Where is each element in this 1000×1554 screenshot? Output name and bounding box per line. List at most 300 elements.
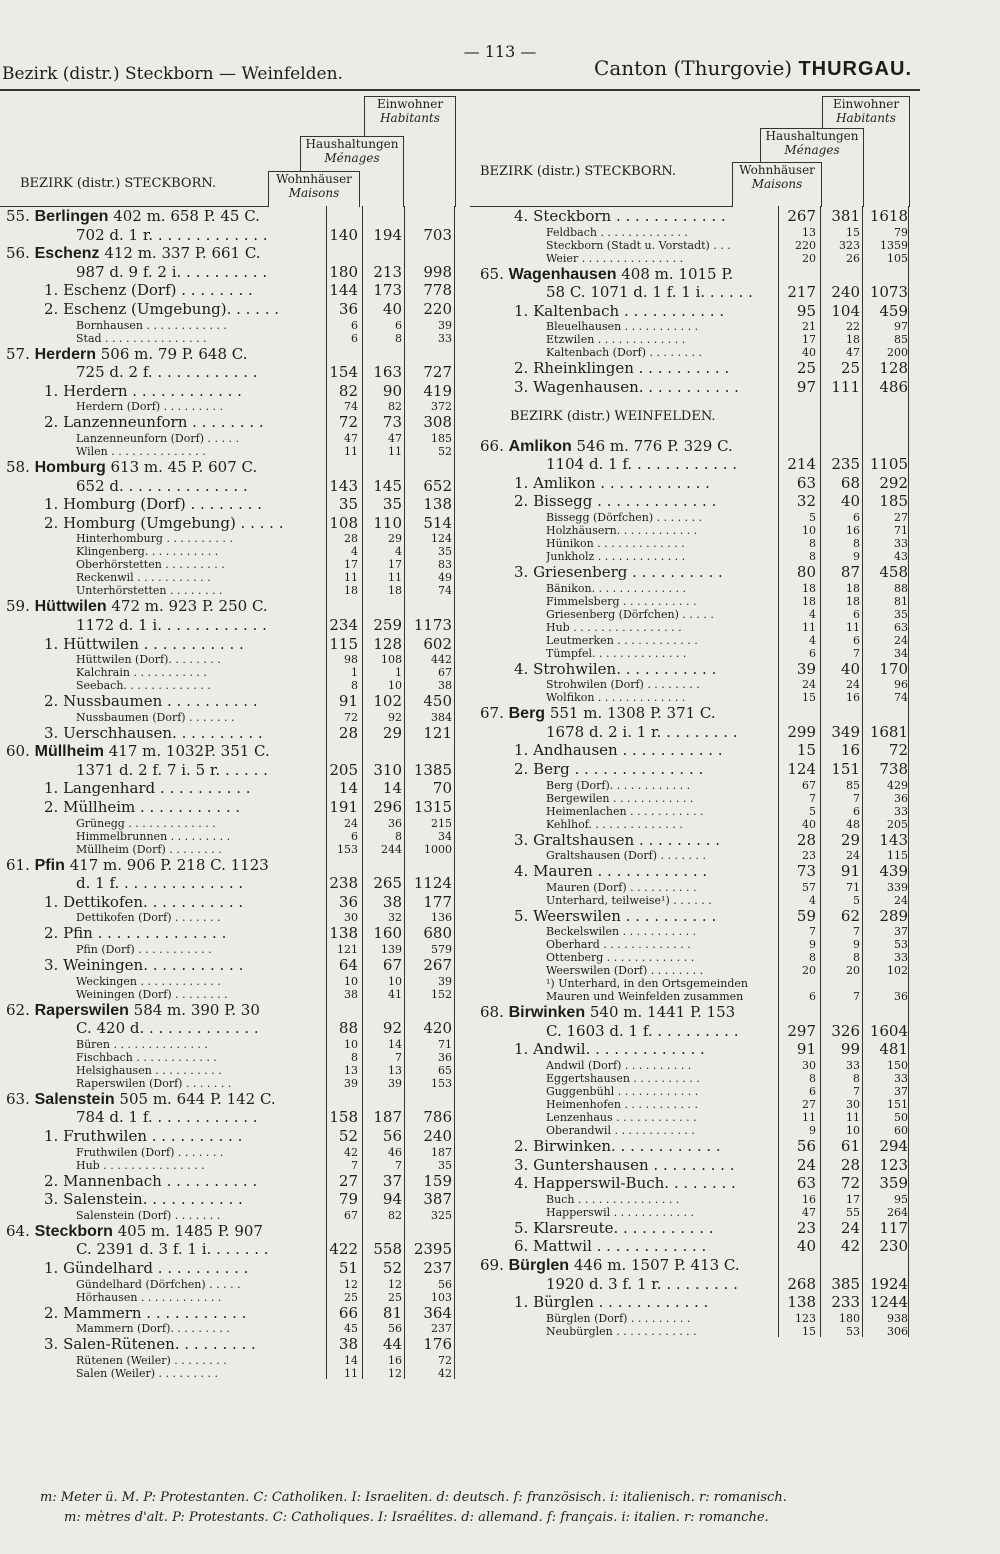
- habitants-value: 24: [894, 633, 908, 647]
- table-row: [470, 333, 910, 346]
- menages-value: 73: [382, 413, 402, 432]
- table-row: [470, 283, 910, 302]
- menages-value: 24: [846, 849, 860, 863]
- row-label: Mauren (Dorf) . . . . . . . . . .: [546, 880, 697, 894]
- table-row: [0, 679, 455, 692]
- right-column: [470, 96, 910, 1338]
- maisons-value: 72: [344, 710, 358, 724]
- row-label: ¹) Unterhard, in den Ortsgemeinden: [546, 977, 748, 991]
- habitants-value: 95: [894, 1192, 908, 1206]
- row-label: 2. Eschenz (Umgebung). . . . . .: [44, 299, 280, 318]
- row-label: 1. Bürglen . . . . . . . . . . . .: [514, 1293, 709, 1312]
- menages-value: 160: [373, 924, 402, 943]
- maisons-value: 5: [809, 804, 816, 818]
- einwohner-head: Einwohner Habitants: [822, 96, 910, 207]
- table-row: [0, 514, 455, 533]
- maisons-value: 121: [337, 943, 358, 957]
- menages-value: 47: [846, 346, 860, 360]
- menages-value: 8: [853, 536, 860, 550]
- menages-value: 296: [373, 798, 402, 817]
- table-row: [0, 400, 455, 413]
- habitants-value: 153: [431, 1076, 452, 1090]
- maisons-value: 17: [344, 558, 358, 572]
- row-label: Büren . . . . . . . . . . . . . .: [76, 1037, 208, 1051]
- table-row: [470, 907, 910, 926]
- table-row: [470, 1072, 910, 1085]
- municipality-stats: 506 m. 79 P. 648 C.: [95, 344, 248, 363]
- menages-value: 87: [840, 562, 860, 581]
- row-label: 1. Herdern . . . . . . . . . . . .: [44, 381, 242, 400]
- maisons-value: 63: [796, 1174, 816, 1193]
- habitants-value: 67: [438, 666, 452, 680]
- habitants-value: 1385: [413, 760, 452, 779]
- habitants-value: 1618: [869, 207, 908, 225]
- municipality-name: Hüttwilen: [34, 598, 107, 616]
- maisons-value: 24: [802, 678, 816, 692]
- row-label: 4. Mauren . . . . . . . . . . . .: [514, 862, 708, 881]
- maisons-value: 140: [329, 225, 358, 244]
- menages-value: 173: [373, 281, 402, 300]
- menages-value: 16: [846, 691, 860, 705]
- maisons-value: 422: [329, 1240, 358, 1259]
- menages-value: 92: [388, 710, 402, 724]
- habitants-value: 419: [423, 381, 452, 400]
- menages-value: 7: [853, 1085, 860, 1099]
- menages-value: 6: [853, 510, 860, 524]
- habitants-value: 778: [423, 281, 452, 300]
- maisons-value: 138: [329, 924, 358, 943]
- municipality-name: Homburg: [34, 458, 106, 476]
- table-row: [470, 1111, 910, 1124]
- habitants-value: 102: [887, 964, 908, 978]
- table-row: [470, 226, 910, 239]
- row-label: Gündelhard (Dörfchen) . . . . .: [76, 1277, 241, 1291]
- table-row: [470, 239, 910, 252]
- table-row: [0, 413, 455, 432]
- row-label: [480, 704, 790, 724]
- maisons-value: 59: [796, 906, 816, 925]
- row-label: Klingenberg. . . . . . . . . . .: [76, 545, 219, 559]
- habitants-value: 128: [879, 359, 908, 378]
- menages-value: 48: [846, 817, 860, 831]
- column-rule: [778, 206, 779, 1337]
- menages-value: 40: [840, 659, 860, 678]
- row-label: [6, 458, 326, 478]
- row-label: Hinterhomburg . . . . . . . . . .: [76, 532, 233, 546]
- canton-label: Canton (Thurgovie): [594, 56, 799, 80]
- row-label: 1. Fruthwilen . . . . . . . . . .: [44, 1127, 243, 1145]
- table-row: [470, 621, 910, 634]
- top-rule: [0, 89, 920, 91]
- table-row: [0, 281, 455, 300]
- habitants-value: 294: [879, 1137, 908, 1156]
- habitants-value: 420: [423, 1019, 452, 1038]
- row-label: Feldbach . . . . . . . . . . . . .: [546, 225, 688, 239]
- row-label: Strohwilen (Dorf) . . . . . . . .: [546, 678, 700, 692]
- menages-value: 72: [840, 1174, 860, 1193]
- row-label: 4. Strohwilen. . . . . . . . . . .: [514, 659, 717, 678]
- table-row: [0, 477, 455, 496]
- maisons-value: 124: [787, 759, 816, 778]
- right-rows: [470, 207, 910, 1338]
- habitants-value: 33: [894, 804, 908, 818]
- menages-value: 151: [831, 759, 860, 778]
- table-row: [470, 1193, 910, 1206]
- maisons-value: 18: [344, 584, 358, 598]
- municipality-stats: 412 m. 337 P. 661 C.: [99, 244, 261, 263]
- row-label: Bissegg (Dörfchen) . . . . . . .: [546, 510, 703, 524]
- table-row: [470, 302, 910, 321]
- menages-value: 10: [388, 679, 402, 693]
- menages-value: 91: [840, 862, 860, 881]
- maisons-value: 98: [344, 653, 358, 667]
- habitants-value: 27: [894, 510, 908, 524]
- row-label: Buch . . . . . . . . . . . . . . .: [546, 1192, 680, 1206]
- table-row: [0, 893, 455, 912]
- menages-value: 6: [853, 633, 860, 647]
- municipality-row: [0, 1001, 455, 1020]
- maisons-value: 28: [796, 830, 816, 849]
- municipality-stats: 446 m. 1507 P. 413 C.: [569, 1256, 740, 1275]
- row-label: [6, 207, 326, 227]
- table-row: [470, 1137, 910, 1156]
- table-row: [470, 792, 910, 805]
- menages-value: 14: [382, 779, 402, 798]
- row-label: Leutmerken . . . . . . . . . . . .: [546, 633, 698, 647]
- municipality-name: Müllheim: [34, 743, 104, 761]
- table-row: [0, 711, 455, 724]
- maisons-value: 39: [796, 659, 816, 678]
- habitants-value: 63: [894, 620, 908, 634]
- menages-value: 8: [853, 951, 860, 965]
- table-row: [470, 881, 910, 894]
- table-row: [0, 988, 455, 1001]
- row-label: Kehlhof. . . . . . . . . . . . . .: [546, 817, 683, 831]
- municipality-name: Berlingen: [34, 208, 109, 225]
- table-row: [470, 1312, 910, 1325]
- municipality-name: Salenstein: [34, 1090, 115, 1108]
- table-row: [0, 558, 455, 571]
- municipality-number: 66.: [480, 436, 509, 455]
- row-label: Berg (Dorf). . . . . . . . . . . .: [546, 778, 691, 792]
- page-number: — 113 —: [463, 42, 537, 61]
- maisons-value: 67: [344, 1208, 358, 1222]
- row-label: 1920 d. 3 f. 1 r. . . . . . . . .: [546, 1274, 738, 1293]
- table-row: [470, 634, 910, 647]
- menages-value: 16: [846, 523, 860, 537]
- habitants-value: 43: [894, 549, 908, 563]
- row-label: Dettikofen (Dorf) . . . . . . .: [76, 911, 221, 925]
- menages-value: 102: [373, 692, 402, 711]
- table-row: [0, 532, 455, 545]
- row-label: Himmelbrunnen . . . . . . . . .: [76, 829, 231, 843]
- maisons-value: 73: [796, 862, 816, 881]
- row-label: 2. Mannenbach . . . . . . . . . .: [44, 1171, 258, 1190]
- row-label: 1. Eschenz (Dorf) . . . . . . . .: [44, 281, 253, 300]
- maisons-value: 14: [338, 779, 358, 798]
- row-label: Weckingen . . . . . . . . . . . .: [76, 974, 221, 988]
- table-row: [0, 1127, 455, 1146]
- table-row: [470, 805, 910, 818]
- row-label: Neubürglen . . . . . . . . . . . .: [546, 1324, 697, 1338]
- table-row: [470, 977, 910, 990]
- header-right: [594, 56, 912, 81]
- municipality-number: 61.: [6, 855, 35, 874]
- habitants-value: 70: [432, 779, 452, 798]
- habitants-value: 121: [423, 723, 452, 742]
- menages-value: 7: [395, 1158, 402, 1172]
- municipality-row: [470, 704, 910, 723]
- habitants-value: 152: [431, 987, 452, 1001]
- habitants-value: 387: [423, 1190, 452, 1209]
- table-row: [0, 1146, 455, 1159]
- maisons-value: 6: [809, 990, 816, 1004]
- habitants-value: 117: [879, 1218, 908, 1237]
- habitants-value: 230: [879, 1237, 908, 1256]
- table-row: [470, 647, 910, 660]
- menages-value: 8: [853, 1072, 860, 1086]
- row-label: Oberhörstetten . . . . . . . . .: [76, 558, 225, 572]
- maisons-value: 23: [802, 849, 816, 863]
- habitants-value: 36: [894, 990, 908, 1004]
- footer-legend-fr: m: mètres d'alt. P: Protestants. C: Catholiques. I: Israélites. d: allemand. f: français. i: italien. r: romanche.: [64, 1510, 769, 1525]
- municipality-row: [0, 742, 455, 761]
- habitants-value: 33: [894, 536, 908, 550]
- municipality-row: [0, 458, 455, 477]
- habitants-value: 738: [879, 759, 908, 778]
- menages-value: 28: [840, 1155, 860, 1174]
- municipality-stats: 584 m. 390 P. 30: [128, 1000, 260, 1019]
- table-row: [470, 595, 910, 608]
- menages-value: 104: [831, 301, 860, 320]
- maisons-value: 40: [796, 1237, 816, 1256]
- maisons-value: 47: [802, 1205, 816, 1219]
- menages-value: 52: [382, 1258, 402, 1277]
- maisons-value: 217: [787, 283, 816, 302]
- habitants-value: 267: [423, 956, 452, 975]
- habitants-value: 71: [894, 523, 908, 537]
- row-label: Reckenwil . . . . . . . . . . .: [76, 571, 211, 585]
- maisons-value: 8: [809, 951, 816, 965]
- row-label: 2. Homburg (Umgebung) . . . . .: [44, 513, 284, 532]
- maisons-value: 8: [351, 679, 358, 693]
- habitants-value: 88: [894, 581, 908, 595]
- maisons-value: 66: [338, 1303, 358, 1322]
- municipality-number: 69.: [480, 1256, 509, 1275]
- maisons-value: 12: [344, 1277, 358, 1291]
- habitants-value: 308: [423, 413, 452, 432]
- table-row: [470, 474, 910, 493]
- table-row: [0, 1159, 455, 1172]
- column-rule: [908, 206, 909, 1337]
- table-row: [0, 911, 455, 924]
- municipality-name: Birwinken: [508, 1004, 586, 1022]
- row-label: 2. Bissegg . . . . . . . . . . . . .: [514, 492, 717, 511]
- habitants-value: 143: [879, 830, 908, 849]
- table-row: [470, 252, 910, 265]
- menages-value: 235: [831, 455, 860, 474]
- habitants-value: 1244: [869, 1293, 908, 1312]
- habitants-value: 1105: [869, 455, 908, 474]
- maisons-value: 82: [338, 381, 358, 400]
- menages-value: 265: [373, 874, 402, 893]
- maisons-value: 1: [351, 666, 358, 680]
- row-label: Helsighausen . . . . . . . . . .: [76, 1063, 222, 1077]
- table-row: [0, 666, 455, 679]
- row-label: Oberandwil . . . . . . . . . . . .: [546, 1124, 695, 1138]
- habitants-value: 170: [879, 659, 908, 678]
- section-title: BEZIRK (distr.) STECKBORN.: [480, 164, 677, 179]
- maisons-value: 191: [329, 798, 358, 817]
- menages-value: 11: [388, 444, 402, 458]
- municipality-row: [470, 1256, 910, 1275]
- table-row: [0, 830, 455, 843]
- table-row: [0, 1367, 455, 1380]
- habitants-value: 514: [423, 513, 452, 532]
- municipality-stats: 402 m. 658 P. 45 C.: [108, 207, 260, 225]
- maisons-value: 11: [344, 1366, 358, 1380]
- row-label: Griesenberg (Dörfchen) . . . . .: [546, 607, 714, 621]
- habitants-value: 1000: [424, 842, 452, 856]
- row-label: Beckelswilen . . . . . . . . . . .: [546, 925, 697, 939]
- table-row: [0, 724, 455, 743]
- maisons-value: 4: [809, 893, 816, 907]
- habitants-value: 237: [431, 1322, 452, 1336]
- menages-value: 11: [846, 620, 860, 634]
- table-row: [470, 455, 910, 474]
- habitants-value: 56: [438, 1277, 452, 1291]
- menages-value: 12: [388, 1366, 402, 1380]
- menages-value: 47: [388, 431, 402, 445]
- table-row: [0, 1240, 455, 1259]
- menages-value: 244: [381, 842, 402, 856]
- row-label: Nussbaumen (Dorf) . . . . . . .: [76, 710, 235, 724]
- menages-value: 381: [831, 207, 860, 225]
- habitants-value: 71: [438, 1037, 452, 1051]
- row-label: 5. Klarsreute. . . . . . . . . . .: [514, 1218, 714, 1237]
- maisons-value: 64: [338, 956, 358, 975]
- menages-value: 36: [388, 816, 402, 830]
- row-label: Etzwilen . . . . . . . . . . . . .: [546, 333, 686, 347]
- row-label: 3. Weiningen. . . . . . . . . . .: [44, 956, 244, 975]
- menages-value: 24: [840, 1218, 860, 1237]
- table-row: [0, 1209, 455, 1222]
- row-label: Mammern (Dorf). . . . . . . . .: [76, 1322, 230, 1336]
- maisons-value: 91: [338, 692, 358, 711]
- row-label: Weier . . . . . . . . . . . . . . .: [546, 251, 684, 265]
- menages-value: 71: [846, 880, 860, 894]
- table-row: [0, 1019, 455, 1038]
- left-rows: [0, 207, 455, 1380]
- menages-value: 62: [840, 906, 860, 925]
- municipality-row: [0, 345, 455, 364]
- row-label: 1678 d. 2 i. 1 r. . . . . . . . .: [546, 722, 738, 741]
- habitants-value: 727: [423, 363, 452, 382]
- row-label: 2. Berg . . . . . . . . . . . . . .: [514, 759, 704, 778]
- maisons-value: 153: [337, 842, 358, 856]
- table-row: [0, 1038, 455, 1051]
- habitants-value: 703: [423, 225, 452, 244]
- row-label: [480, 1256, 790, 1276]
- maisons-value: 15: [796, 741, 816, 760]
- habitants-value: 35: [894, 607, 908, 621]
- maisons-value: 8: [809, 1072, 816, 1086]
- habitants-value: 74: [894, 691, 908, 705]
- maisons-value: 220: [795, 238, 816, 252]
- table-row: [0, 584, 455, 597]
- menages-value: 326: [831, 1021, 860, 1040]
- maisons-value: 63: [796, 473, 816, 492]
- row-label: [480, 437, 790, 457]
- column-rule: [362, 206, 363, 1379]
- habitants-value: 37: [894, 1085, 908, 1099]
- table-row: [470, 346, 910, 359]
- habitants-value: 37: [894, 925, 908, 939]
- row-label: [6, 1222, 326, 1242]
- municipality-number: 62.: [6, 1000, 35, 1019]
- table-row: [470, 524, 910, 537]
- maisons-value: 13: [802, 225, 816, 239]
- menages-value: 111: [831, 377, 860, 396]
- row-label: Weerswilen (Dorf) . . . . . . . .: [546, 964, 704, 978]
- menages-value: 7: [853, 990, 860, 1004]
- habitants-value: 429: [887, 778, 908, 792]
- maisons-value: 28: [338, 723, 358, 742]
- maisons-value: 299: [787, 722, 816, 741]
- habitants-value: 150: [887, 1059, 908, 1073]
- habitants-value: 79: [894, 225, 908, 239]
- maisons-value: 15: [802, 1324, 816, 1338]
- menages-value: 558: [373, 1240, 402, 1259]
- einwohner-head: Einwohner Habitants: [364, 96, 456, 207]
- habitants-value: 36: [894, 791, 908, 805]
- table-row: [470, 1275, 910, 1294]
- municipality-row: [470, 437, 910, 456]
- row-label: Heimenhofen . . . . . . . . . . .: [546, 1098, 698, 1112]
- row-label: [6, 856, 326, 876]
- row-label: BEZIRK (distr.) WEINFELDEN.: [510, 408, 716, 424]
- menages-value: 187: [373, 1108, 402, 1127]
- maisons-value: 8: [351, 1050, 358, 1064]
- menages-value: 10: [388, 974, 402, 988]
- habitants-value: 1073: [869, 283, 908, 302]
- row-label: [480, 1003, 790, 1023]
- municipality-row: [470, 1003, 910, 1022]
- table-row: [0, 263, 455, 282]
- menages-value: 81: [382, 1303, 402, 1322]
- row-label: Kalchrain . . . . . . . . . . .: [76, 666, 207, 680]
- row-label: Fruthwilen (Dorf) . . . . . . .: [76, 1145, 224, 1159]
- table-row: [470, 894, 910, 907]
- municipality-stats: 417 m. 1032P. 351 C.: [103, 742, 270, 761]
- table-row: [0, 1354, 455, 1367]
- municipality-row: [0, 1090, 455, 1109]
- menages-value: 24: [846, 678, 860, 692]
- table-row: [470, 660, 910, 679]
- maisons-value: 20: [802, 964, 816, 978]
- row-label: 1. Dettikofen. . . . . . . . . . .: [44, 892, 244, 911]
- habitants-value: 83: [438, 558, 452, 572]
- maisons-value: 10: [344, 974, 358, 988]
- row-label: Hörhausen . . . . . . . . . . . .: [76, 1290, 222, 1304]
- row-label: 3. Salenstein. . . . . . . . . . .: [44, 1190, 243, 1209]
- habitants-value: 39: [438, 318, 452, 332]
- habitants-value: 151: [887, 1098, 908, 1112]
- table-row: [0, 817, 455, 830]
- table-row: [0, 843, 455, 856]
- row-label: 3. Griesenberg . . . . . . . . . .: [514, 562, 723, 581]
- menages-value: 240: [831, 283, 860, 302]
